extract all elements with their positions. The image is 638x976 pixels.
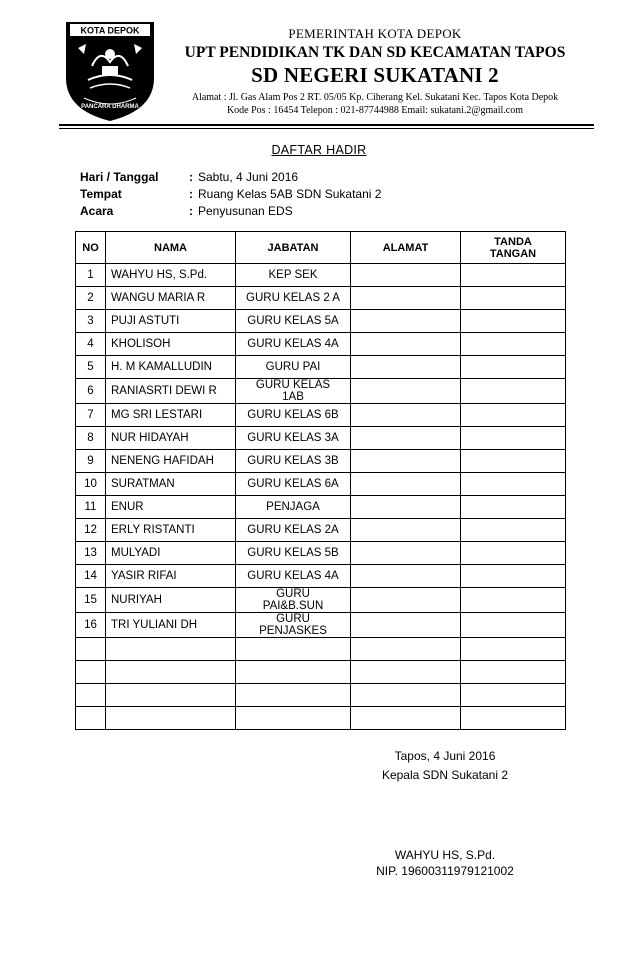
cell-alamat (351, 450, 461, 473)
cell-jabatan-line: GURU KELAS 3B (247, 455, 339, 467)
cell-nama: KHOLISOH (106, 333, 236, 356)
cell-nama: ERLY RISTANTI (106, 519, 236, 542)
cell-jabatan (236, 588, 351, 613)
cell-no (76, 684, 106, 707)
cell-jabatan (236, 707, 351, 730)
table-row (76, 565, 566, 588)
cell-nama: RANIASRTI DEWI R (106, 379, 236, 404)
info-label-place: Tempat (80, 187, 122, 201)
column-header-tanda-tangan (461, 232, 566, 264)
cell-no: 16 (76, 613, 106, 638)
cell-no: 4 (76, 333, 106, 356)
table-row (76, 684, 566, 707)
cell-no (76, 638, 106, 661)
info-value-date: Sabtu, 4 Juni 2016 (198, 170, 299, 184)
cell-jabatan-line: GURU KELAS 5B (247, 547, 339, 559)
kota-depok-emblem (62, 18, 158, 124)
cell-tanda-tangan (461, 356, 566, 379)
cell-jabatan-line: GURU PAI (265, 361, 321, 373)
table-row (76, 356, 566, 379)
column-header-nama: NAMA (106, 232, 236, 264)
cell-jabatan-line: GURU KELAS 2A (247, 524, 339, 536)
table-row (76, 404, 566, 427)
cell-jabatan (236, 264, 351, 287)
cell-jabatan-line: GURU KELAS 6B (247, 409, 339, 421)
cell-jabatan (236, 287, 351, 310)
table-row (76, 542, 566, 565)
cell-no (76, 707, 106, 730)
cell-alamat (351, 264, 461, 287)
cell-jabatan (236, 613, 351, 638)
cell-nama: NURIYAH (106, 588, 236, 613)
cell-alamat (351, 565, 461, 588)
cell-jabatan (236, 404, 351, 427)
cell-nama (106, 707, 236, 730)
cell-alamat (351, 333, 461, 356)
info-colon: : (189, 170, 193, 184)
cell-jabatan-line: 1AB (282, 391, 304, 403)
table-row (76, 287, 566, 310)
column-header-jabatan: JABATAN (236, 232, 351, 264)
cell-jabatan (236, 542, 351, 565)
table-row (76, 427, 566, 450)
cell-alamat (351, 638, 461, 661)
table-row (76, 264, 566, 287)
cell-jabatan (236, 661, 351, 684)
cell-tanda-tangan (461, 519, 566, 542)
attendance-table (75, 231, 566, 730)
table-row (76, 333, 566, 356)
column-header-tanda: TANDA (494, 235, 532, 248)
cell-tanda-tangan (461, 613, 566, 638)
cell-alamat (351, 427, 461, 450)
cell-no: 7 (76, 404, 106, 427)
cell-nama: TRI YULIANI DH (106, 613, 236, 638)
cell-jabatan-line: GURU KELAS 4A (247, 338, 339, 350)
cell-alamat (351, 519, 461, 542)
table-row (76, 496, 566, 519)
cell-no: 12 (76, 519, 106, 542)
cell-jabatan-line: PENJASKES (259, 625, 327, 637)
cell-jabatan (236, 638, 351, 661)
cell-jabatan-line: GURU (276, 613, 310, 625)
cell-tanda-tangan (461, 427, 566, 450)
header-contact: Kode Pos : 16454 Telepon : 021-87744988 Email: sukatani.2@gmail.com (226, 105, 524, 116)
cell-no: 13 (76, 542, 106, 565)
table-header-row (76, 232, 566, 264)
cell-alamat (351, 310, 461, 333)
header-upt: UPT PENDIDIKAN TK DAN SD KECAMATAN TAPOS (184, 44, 566, 61)
cell-no: 1 (76, 264, 106, 287)
cell-nama: NENENG HAFIDAH (106, 450, 236, 473)
cell-tanda-tangan (461, 542, 566, 565)
cell-jabatan (236, 427, 351, 450)
table-row (76, 519, 566, 542)
cell-jabatan (236, 333, 351, 356)
signature-nip: NIP. 19600311979121002 (376, 864, 514, 878)
cell-nama: WAHYU HS, S.Pd. (106, 264, 236, 287)
table-row (76, 707, 566, 730)
table-row (76, 661, 566, 684)
cell-jabatan-line: PENJAGA (266, 501, 320, 513)
cell-nama: MULYADI (106, 542, 236, 565)
cell-alamat (351, 613, 461, 638)
cell-nama: SURATMAN (106, 473, 236, 496)
svg-text:KOTA DEPOK: KOTA DEPOK (80, 25, 140, 36)
cell-no: 9 (76, 450, 106, 473)
table-row (76, 379, 566, 404)
cell-no (76, 661, 106, 684)
header-address: Alamat : Jl. Gas Alam Pos 2 RT. 05/05 Kp. Ciherang Kel. Sukatani Kec. Tapos Kota Depok (191, 92, 559, 103)
cell-jabatan-line: GURU KELAS 3A (247, 432, 339, 444)
cell-jabatan-line: GURU KELAS 5A (247, 315, 339, 327)
cell-tanda-tangan (461, 496, 566, 519)
signature-position: Kepala SDN Sukatani 2 (381, 768, 509, 782)
cell-tanda-tangan (461, 310, 566, 333)
info-colon: : (189, 187, 193, 201)
cell-jabatan (236, 310, 351, 333)
cell-no: 6 (76, 379, 106, 404)
cell-alamat (351, 588, 461, 613)
cell-no: 8 (76, 427, 106, 450)
cell-alamat (351, 684, 461, 707)
cell-tanda-tangan (461, 287, 566, 310)
table-row (76, 310, 566, 333)
table-row (76, 588, 566, 613)
cell-nama: YASIR RIFAI (106, 565, 236, 588)
cell-alamat (351, 542, 461, 565)
cell-jabatan (236, 473, 351, 496)
signature-place-date: Tapos, 4 Juni 2016 (394, 749, 496, 763)
cell-tanda-tangan (461, 684, 566, 707)
cell-jabatan (236, 519, 351, 542)
cell-nama (106, 684, 236, 707)
svg-text:PANCARA DHARMA: PANCARA DHARMA (81, 104, 139, 110)
cell-jabatan-line: GURU (276, 588, 310, 600)
cell-alamat (351, 707, 461, 730)
cell-no: 14 (76, 565, 106, 588)
cell-jabatan (236, 496, 351, 519)
cell-jabatan (236, 565, 351, 588)
cell-nama: MG SRI LESTARI (106, 404, 236, 427)
table-row (76, 638, 566, 661)
cell-nama: NUR HIDAYAH (106, 427, 236, 450)
cell-alamat (351, 287, 461, 310)
cell-jabatan-line: GURU KELAS (255, 379, 331, 391)
cell-nama: WANGU MARIA R (106, 287, 236, 310)
cell-nama: H. M KAMALLUDIN (106, 356, 236, 379)
column-header-alamat: ALAMAT (351, 232, 461, 264)
cell-tanda-tangan (461, 565, 566, 588)
cell-nama: PUJI ASTUTI (106, 310, 236, 333)
table-row (76, 450, 566, 473)
table-row (76, 473, 566, 496)
cell-no: 3 (76, 310, 106, 333)
cell-jabatan-line: GURU KELAS 6A (247, 478, 339, 490)
cell-alamat (351, 473, 461, 496)
cell-no: 10 (76, 473, 106, 496)
cell-tanda-tangan (461, 638, 566, 661)
info-label-event: Acara (80, 204, 114, 218)
table-row (76, 613, 566, 638)
cell-no: 5 (76, 356, 106, 379)
cell-no: 11 (76, 496, 106, 519)
cell-tanda-tangan (461, 588, 566, 613)
cell-jabatan (236, 356, 351, 379)
cell-alamat (351, 356, 461, 379)
cell-jabatan-line: GURU KELAS 4A (247, 570, 339, 582)
cell-nama (106, 661, 236, 684)
cell-tanda-tangan (461, 661, 566, 684)
cell-jabatan (236, 379, 351, 404)
column-header-tangan: TANGAN (489, 247, 537, 260)
cell-tanda-tangan (461, 404, 566, 427)
cell-alamat (351, 496, 461, 519)
document-title: DAFTAR HADIR (271, 143, 367, 157)
cell-tanda-tangan (461, 473, 566, 496)
header-divider-thick (59, 124, 594, 126)
column-header-no: NO (76, 232, 106, 264)
cell-tanda-tangan (461, 333, 566, 356)
signature-name: WAHYU HS, S.Pd. (394, 848, 496, 862)
cell-jabatan-line: PAI&B.SUN (262, 600, 324, 612)
cell-jabatan (236, 684, 351, 707)
cell-nama: ENUR (106, 496, 236, 519)
cell-nama (106, 638, 236, 661)
cell-no: 2 (76, 287, 106, 310)
cell-jabatan (236, 450, 351, 473)
info-colon: : (189, 204, 193, 218)
header-government: PEMERINTAH KOTA DEPOK (288, 26, 462, 41)
cell-tanda-tangan (461, 450, 566, 473)
cell-tanda-tangan (461, 707, 566, 730)
info-value-event: Penyusunan EDS (198, 204, 293, 218)
header-school-name: SD NEGERI SUKATANI 2 (251, 63, 499, 87)
cell-tanda-tangan (461, 264, 566, 287)
cell-jabatan-line: GURU KELAS 2 A (246, 292, 340, 304)
cell-jabatan-line: KEP SEK (268, 269, 318, 281)
cell-no: 15 (76, 588, 106, 613)
cell-alamat (351, 661, 461, 684)
info-value-place: Ruang Kelas 5AB SDN Sukatani 2 (198, 187, 382, 201)
cell-alamat (351, 379, 461, 404)
cell-tanda-tangan (461, 379, 566, 404)
info-label-date: Hari / Tanggal (80, 170, 159, 184)
header-divider-thin (59, 128, 594, 129)
cell-alamat (351, 404, 461, 427)
